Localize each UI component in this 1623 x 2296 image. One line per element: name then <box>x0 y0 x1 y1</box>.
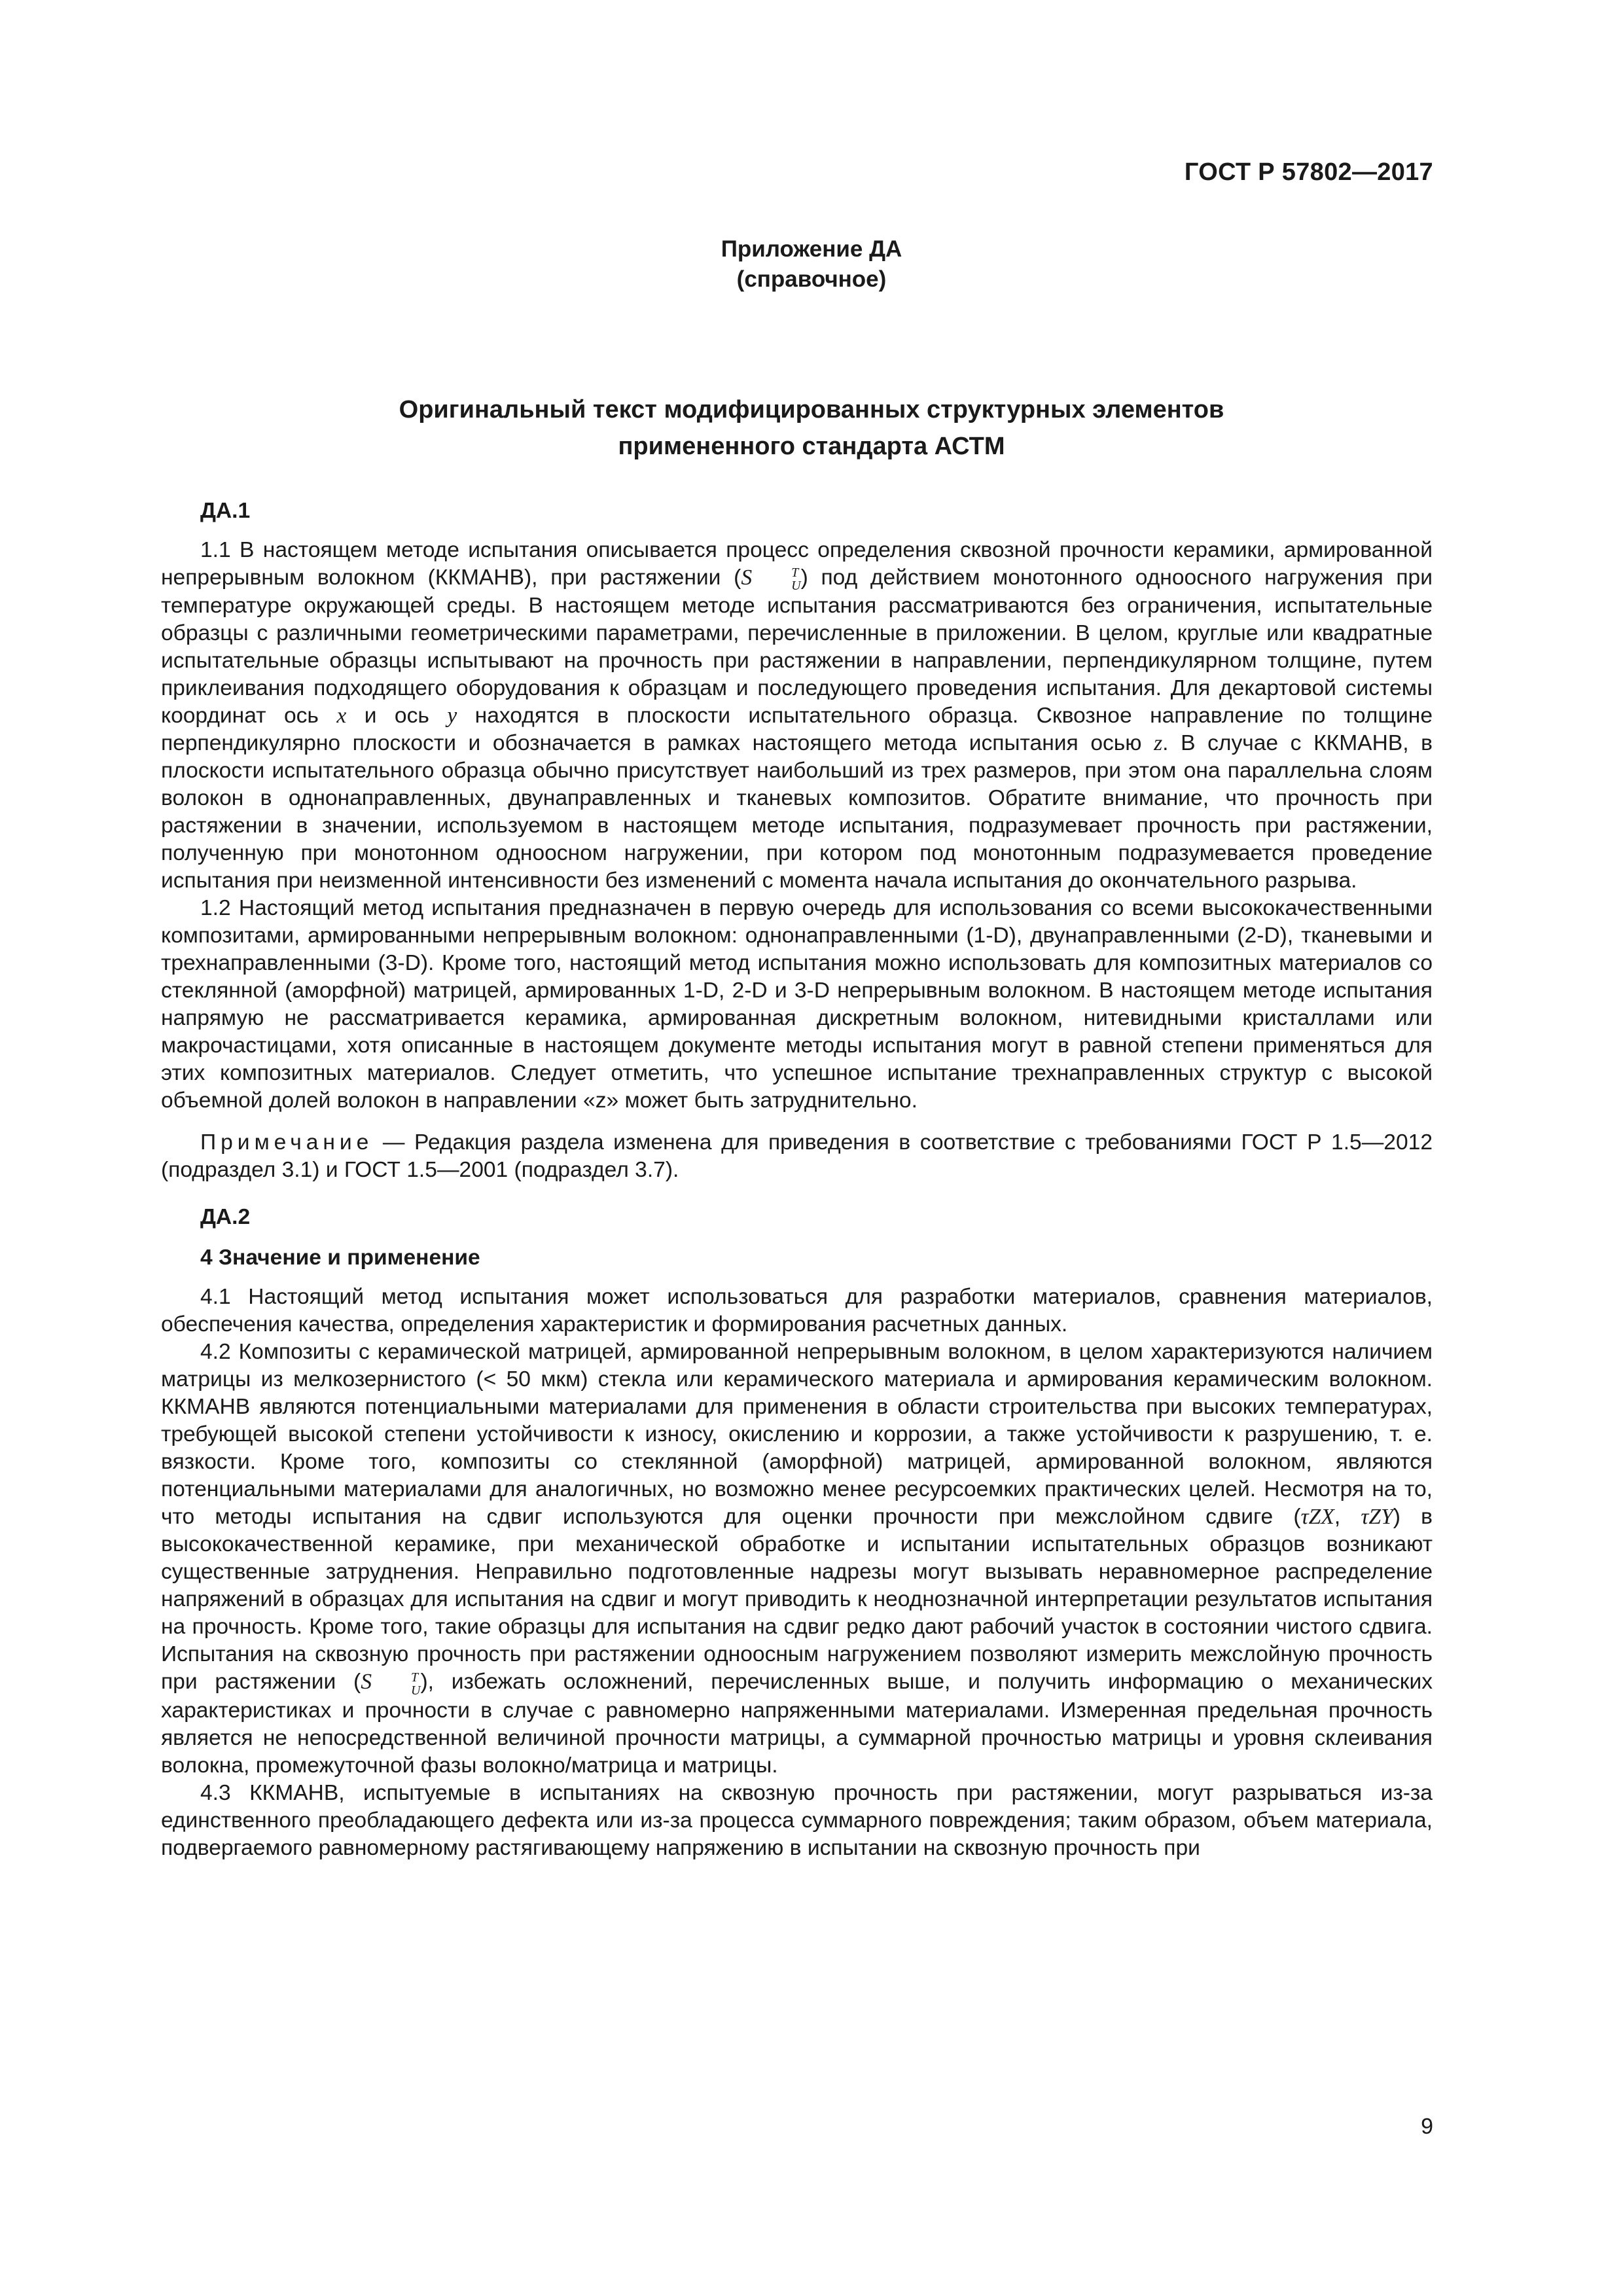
appendix-type: (справочное) <box>736 266 887 292</box>
section-da1 <box>161 497 1433 1862</box>
strength-symbol-2: S T U <box>361 1670 421 1698</box>
paragraph-4-3: 4.3 ККМАНВ, испытуемые в испытаниях на сквозную прочность при растяжении, могут разрываться из-за единственного преобладающего дефекта или из-за процесса суммарного повреждения; таким образом, объем материала, подвергаемого равномерному растягивающему напряжению в испытании на сквозную прочность при <box>161 1780 1433 1860</box>
paragraph-1-2: 1.2 Настоящий метод испытания предназначен в первую очередь для использования со всеми высококачественными композитами, армированными непрерывным волокном: однонаправленными (1-D), двунаправленными (2-D), тканевыми и трехнаправленными (3-D). Кроме того, настоящий метод испытания можно использовать для композитных материалов со стеклянной (аморфной) матрицей, армированных 1-D, 2-D и 3-D непрерывным волокном. В настоящем методе испытания напрямую не рассматривается керамика, армированная дискретным волокном, нитевидными кристаллами или макрочастицами, хотя описанные в настоящем документе методы испытания могут в равной степени применяться для этих композитных материалов. Следует отметить, что успешное испытание трехнаправленных структур с высокой объемной долей волокон в направлении «z» может быть затруднительно. <box>161 896 1433 1113</box>
appendix-label: Приложение ДА <box>721 236 902 262</box>
note-text: — Редакция раздела изменена для приведения в соответствие с требованиями ГОСТ Р 1.5—2012 (подраздел 3.1) и ГОСТ 1.5—2001 (подраздел 3.7). <box>161 1130 1433 1183</box>
appendix-title-line-1: Оригинальный текст модифицированных структурных элементов <box>399 396 1224 423</box>
section-4-heading: 4 Значение и применение <box>200 1246 480 1270</box>
paragraph-4-1: 4.1 Настоящий метод испытания может использоваться для разработки материалов, сравнения материалов, обеспечения качества, определения характеристик и формирования расчетных данных. <box>161 1285 1433 1337</box>
page-number: 9 <box>1421 2114 1433 2139</box>
appendix-title-line-2: примененного стандарта АСТМ <box>618 433 1005 460</box>
document-code: ГОСТ Р 57802—2017 <box>1184 158 1433 186</box>
strength-symbol: S T U <box>741 565 801 594</box>
note <box>161 1129 1433 1184</box>
section-da1-label: ДА.1 <box>200 499 251 523</box>
note-label: Примечание <box>200 1130 374 1155</box>
appendix-title <box>196 391 1427 465</box>
section-da2-label: ДА.2 <box>200 1205 251 1230</box>
paragraph-4-2: 4.2 Композиты с керамической матрицей, армированной непрерывным волокном, в целом характеризуются наличием матрицы из мелкозернистого (< 50 мкм) стекла или керамического материала и армирования керамическим волокном. ККМАНВ являются потенциальными материалами для применения в области строительства при высоких температурах, требующей высокой степени устойчивости к износу, окислению и коррозии, а также устойчивости к разрушению, т. е. вязкости. Кроме того, композиты со стеклянной (аморфной) матрицей, армированной волокном, являются потенциальными материалами для аналогичных, но возможно менее ресурсоемких практических целей. Несмотря на то, что методы испытания на сдвиг используются для оценки прочности при межслойном сдвиге (τZX, τZY) в высококачественной керамике, при механической обработке и испытании испытательных образцов возникают существенные затруднения. Неправильно подготовленные надрезы могут вызывать неравномерное распределение напряжений в образцах для испытания на сдвиг и могут приводить к неоднозначной интерпретации результатов испытания на прочность. Кроме того, такие образцы для испытания на сдвиг редко дают рабочий участок в состоянии чистого сдвига. Испытания на сквозную прочность при растяжении одноосным нагружением позволяют измерить межслойную прочность при растяжении (S T U ), избежать осложнений, перечисленных выше, и получить информацию о механических характеристиках и прочности в случае с равномерно напряженными материалами. Измеренная предельная прочность является не непосредственной величиной прочности матрицы, а суммарной прочностью матрицы и уровня склеивания волокна, промежуточной фазы волокно/матрица и матрицы. <box>161 1340 1433 1778</box>
paragraph-1-1: 1.1 В настоящем методе испытания описывается процесс определения сквозной прочности керамики, армированной непрерывным волокном (ККМАНВ), при растяжении (S T U ) под действием монотонного одноосного нагружения при температуре окружающей среды. В настоящем методе испытания рассматриваются без ограничения, испытательные образцы с различными геометрическими параметрами, перечисленные в приложении. В целом, круглые или квадратные испытательные образцы испытывают на прочность при растяжении в направлении, перпендикулярном толщине, путем приклеивания подходящего оборудования к образцам и последующего проведения испытания. Для декартовой системы координат ось x и ось y находятся в плоскости испытательного образца. Сквозное направление по толщине перпендикулярно плоскости и обозначается в рамках настоящего метода испытания осью z. В случае с ККМАНВ, в плоскости испытательного образца обычно присутствует наибольший из трех размеров, при этом она параллельна слоям волокон в однонаправленных, двунаправленных и тканевых композитов. Обратите внимание, что прочность при растяжении в значении, используемом в настоящем методе испытания, подразумевает прочность при растяжении, полученную при монотонном одноосном нагружении, при котором под монотонным подразумевается проведение испытания при неизменной интенсивности без изменений с момента начала испытания до окончательного разрыва. <box>161 538 1433 893</box>
